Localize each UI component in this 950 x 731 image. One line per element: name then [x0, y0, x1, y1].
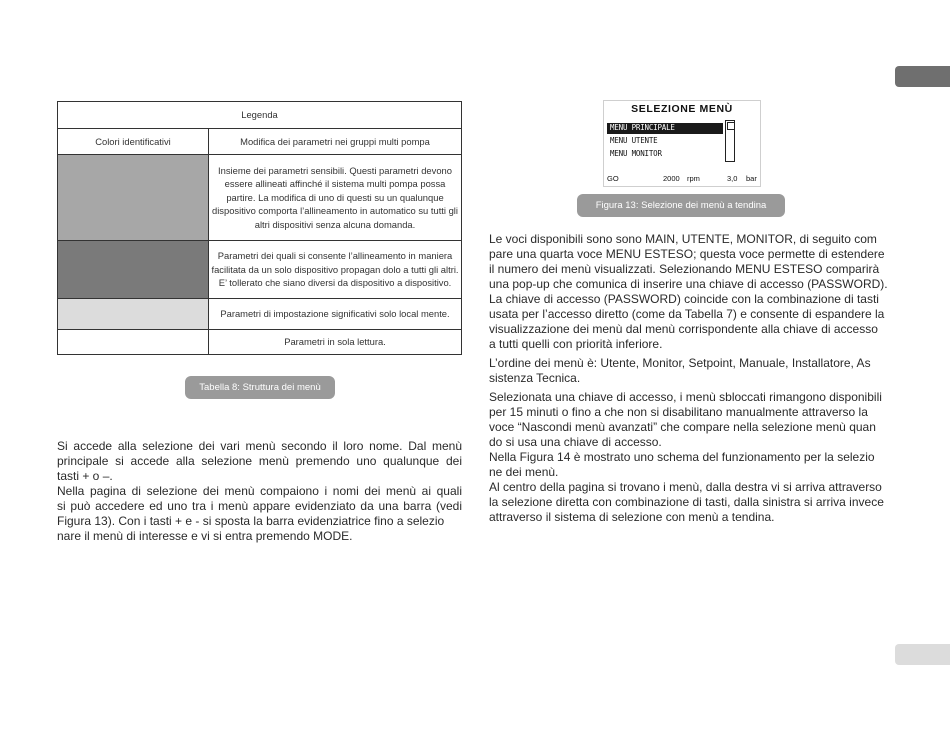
text-line: pare una quarta voce MENU ESTESO; questa voce permette di estendere: [489, 247, 885, 261]
text-line: La chiave di accesso (PASSWORD) coincide con la combinazione di tasti: [489, 292, 879, 306]
legend-description: Parametri di impostazione significativi solo local mente.: [209, 299, 462, 330]
color-swatch-white: [58, 330, 209, 355]
text-line: una pop-up che comunica di inserire una chiave di accesso (PASSWORD).: [489, 277, 888, 291]
text-line: Figura 13). Con i tasti + e - si sposta la barra evidenziatrice fino a selezio: [57, 514, 445, 528]
text-line: tasti + o –.: [57, 469, 113, 483]
text-line: voce “Nascondi menù avanzati” che compare nella selezione menù quan: [489, 420, 876, 434]
text-line: Al centro della pagina si trovano i menù, dalla destra vi si arriva attraverso: [489, 480, 882, 494]
text-line: Selezionata una chiave di accesso, i menù sbloccati rimangono disponibili: [489, 390, 882, 404]
legend-description: Parametri dei quali si consente l’allineamento in maniera facilitata da un solo dispositivo propagan dolo a tutti gli altri. E’ tollerato che siano diversi da dispositivo a dispositivo.: [209, 241, 462, 299]
text-line: per 15 minuti o fino a che non si disabilitano manualmente attraverso la: [489, 405, 868, 419]
color-swatch-dark-grey: [58, 241, 209, 299]
section-tab-dark: [895, 66, 950, 87]
text-line: Nella Figura 14 è mostrato uno schema del funzionamento per la selezio: [489, 450, 875, 464]
text-line: attraverso il sistema di selezione con menù a tendina.: [489, 510, 775, 524]
lcd-status-pressure: 3,0: [727, 174, 738, 183]
legend-row: [58, 155, 462, 241]
lcd-menu-item: MENU UTENTE: [610, 136, 658, 145]
legend-header-row: [58, 129, 462, 155]
text-line: L’ordine dei menù è: Utente, Monitor, Setpoint, Manuale, Installatore, As: [489, 356, 871, 370]
text-line: Le voci disponibili sono sono MAIN, UTENTE, MONITOR, di seguito com: [489, 232, 877, 246]
legend-title: Legenda: [58, 102, 462, 129]
text-line: principale si accede alla selezione menù premendo uno qualunque dei: [57, 454, 462, 468]
lcd-status-state: GO: [607, 174, 619, 183]
lcd-title: SELEZIONE MENÙ: [631, 103, 733, 115]
table-caption: Tabella 8: Struttura dei menù: [185, 376, 335, 399]
text-line: Si accede alla selezione dei vari menù secondo il loro nome. Dal menù: [57, 439, 462, 453]
text-line: usata per l’accesso diretto (come da Tabella 7) e consente di espandere la: [489, 307, 885, 321]
text-line: Nella pagina di selezione dei menù compaiono i nomi dei menù ai quali: [57, 484, 462, 498]
text-line: a tutti quelli con priorità inferiore.: [489, 337, 663, 351]
figure-caption: Figura 13: Selezione dei menù a tendina: [577, 194, 785, 217]
lcd-status-speed: 2000: [663, 174, 680, 183]
legend-title-row: [58, 102, 462, 129]
lcd-menu-item-selected: MENU PRINCIPALE: [607, 123, 723, 134]
legend-description: Insieme dei parametri sensibili. Questi parametri devono essere allineati affinché il sistema multi pompa possa partire. La modifica di uno di questi su un qualunque dispositivo comporta l’allineamento in automatico su tutti gli altri dispositivi senza alcuna domanda.: [209, 155, 462, 241]
lcd-scrollbar: [725, 120, 735, 162]
color-swatch-light-grey: [58, 299, 209, 330]
legend-row: [58, 330, 462, 355]
text-line: nare il menù di interesse e vi si entra premendo MODE.: [57, 529, 353, 543]
header-colors: Colori identificativi: [58, 129, 209, 155]
text-line: sistenza Tecnica.: [489, 371, 581, 385]
lcd-scroll-thumb: [727, 122, 735, 130]
legend-table: [57, 101, 462, 355]
legend-row: [58, 241, 462, 299]
left-paragraph: [57, 439, 462, 544]
legend-row: [58, 299, 462, 330]
text-line: il numero dei menù visualizzati. Selezionando MENU ESTESO comparirà: [489, 262, 880, 276]
text-line: la selezione diretta con combinazione di tasti, dalla sinistra si arriva invece: [489, 495, 884, 509]
text-line: visualizzazione dei menù dal menù corrispondente alla chiave di accesso: [489, 322, 878, 336]
lcd-menu-item: MENU MONITOR: [610, 149, 662, 158]
right-paragraph-3: [489, 390, 895, 525]
text-line: si può accedere ed uno tra i menù appare evidenziato da una barra (vedi: [57, 499, 462, 513]
lcd-status-pressure-unit: bar: [746, 174, 757, 183]
right-paragraph-1: [489, 232, 895, 352]
color-swatch-mid-grey: [58, 155, 209, 241]
text-line: ne dei menù.: [489, 465, 559, 479]
section-tab-light: [895, 644, 950, 665]
text-line: do si usa una chiave di accesso.: [489, 435, 662, 449]
right-paragraph-2: [489, 356, 895, 386]
legend-description: Parametri in sola lettura.: [209, 330, 462, 355]
header-modifica: Modifica dei parametri nei gruppi multi pompa: [209, 129, 462, 155]
lcd-status-speed-unit: rpm: [687, 174, 700, 183]
